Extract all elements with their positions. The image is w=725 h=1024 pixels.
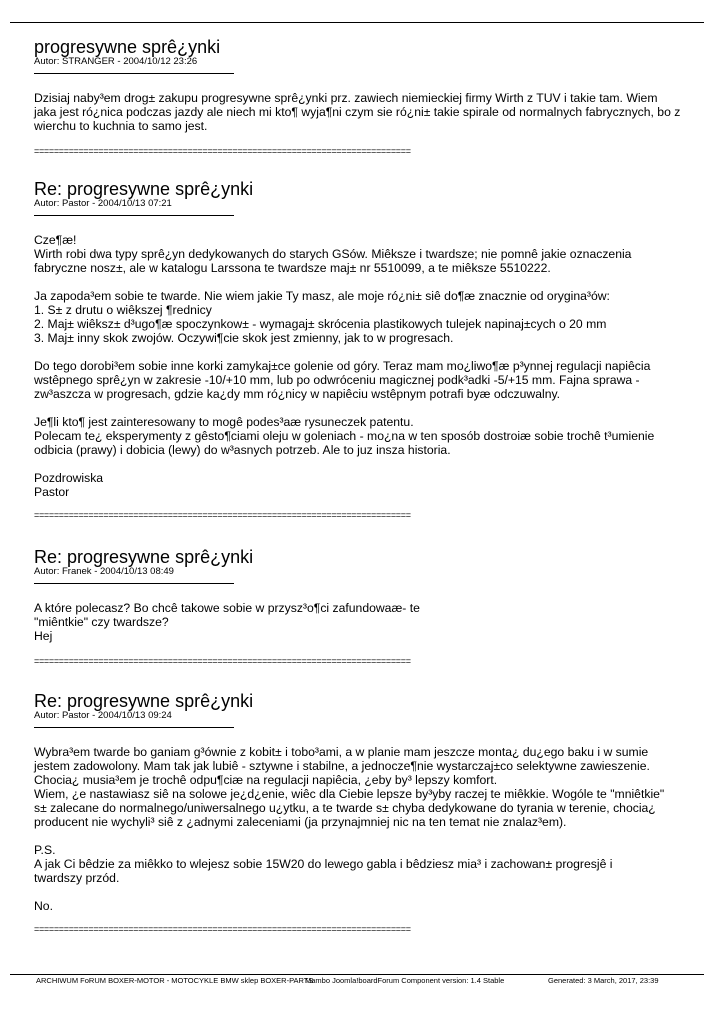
post-author: Autor: STRANGER - 2004/10/12 23:26 [34,56,198,67]
header-rule [10,22,704,23]
post [34,548,694,666]
post-author: Autor: Franek - 2004/10/13 08:49 [34,566,174,577]
post-author: Autor: Pastor - 2004/10/13 07:21 [34,198,172,209]
post-title: Re: progresywne sprê¿ynki [34,179,254,199]
post-author: Autor: Pastor - 2004/10/13 09:24 [34,710,172,721]
post-separator: ============================================================================ [34,656,411,666]
post-separator: ============================================================================ [34,924,411,934]
post-title: Re: progresywne sprê¿ynki [34,547,254,567]
post [34,692,694,934]
post [34,38,694,156]
title-underline [34,583,234,584]
post-separator: ============================================================================ [34,510,411,520]
title-underline [34,727,234,728]
title-underline [34,73,234,74]
post-body: Dzisiaj naby³em drog± zakupu progresywne sprê¿ynki prz. zawiech niemieckiej firmy Wirth z TUV i takie tam. Wiem jaka jest ró¿nica podczas jazdy ale niech mi kto¶ wyja¶ni czym sie ró¿ni± takie spirale od normalnych fabrycznych, bo z wierchu to kuchnia to samo jest. [34,91,681,133]
post-title: Re: progresywne sprê¿ynki [34,691,254,711]
post-separator: ============================================================================ [34,146,411,156]
post-body: A które polecasz? Bo chcê takowe sobie w przysz³o¶ci zafundowaæ- te "miêntkie" czy twardsze? Hej [34,601,420,643]
footer-site-name: ARCHIWUM FoRUM BOXER-MOTOR - MOTOCYKLE BMW sklep BOXER-PARTS [36,976,314,985]
post-body: Cze¶æ! Wirth robi dwa typy sprê¿yn dedykowanych do starych GSów. Miêksze i twardsze; nie pomnê jakie oznaczenia fabryczne nosz±, ale w katalogu Larssona te twardsze maj± nr 5510099, a te miêksze 5510222. Ja zapoda³em sobie te twarde. Nie wiem jakie Ty masz, ale moje ró¿ni± siê do¶æ znacznie od orygina³ów: 1. S± z drutu o wiêkszej ¶rednicy 2. Maj± wiêksz± d³ugo¶æ spoczynkow± - wymagaj± skrócenia plastikowych tulejek napinaj±cych o 20 mm 3. Maj± inny skok zwojów. Oczywi¶cie skok jest zmienny, jak to w progresach. Do tego dorobi³em sobie inne korki zamykaj±ce golenie od góry. Teraz mam mo¿liwo¶æ p³ynnej regulacji napiêcia wstêpnego sprê¿yn w zakresie -10/+10 mm, lub po odwróceniu magicznej podk³adki -5/+15 mm. Fajna sprawa - zw³aszcza w progresach, gdzie ka¿dy mm ró¿nicy w napiêciu wstêpnym potrafi byæ odczuwalny. Je¶li kto¶ jest zainteresowany to mogê podes³aæ rysuneczek patentu. Polecam te¿ eksperymenty z gêsto¶ciami oleju w goleniach - mo¿na w ten sposób dostroiæ sobie trochê t³umienie odbicia (prawy) i dobicia (lewy) do w³asnych potrzeb. Ale to juz insza historia. Pozdrowiska Pastor [34,233,655,499]
footer-component-version: Mambo Joomla!boardForum Component version: 1.4 Stable [305,976,505,985]
footer-generated-date: Generated: 3 March, 2017, 23:39 [548,976,659,985]
post-body: Wybra³em twarde bo ganiam g³ównie z kobit± i tobo³ami, a w planie mam jeszcze monta¿ du¿ego baku i w sumie jestem zadowolony. Mam tak jak lubiê - sztywne i stabilne, a jednocze¶nie wystarczaj±co selektywne zawieszenie. Chocia¿ musia³em je trochê odpu¶ciæ na regulacji napiêcia, ¿eby by³ lepszy komfort. Wiem, ¿e nastawiasz siê na solowe je¿d¿enie, wiêc dla Ciebie lepsze by³yby raczej te miêkkie. Wogóle te "mniêtkie" s± zalecane do normalnego/uniwersalnego u¿ytku, a te twarde s± chyba dedykowane do tyrania w terenie, chocia¿ producent nie wychyli³ siê z ¿adnymi zaleceniami (ja przynajmniej nic na ten temat nie znalaz³em). P.S. A jak Ci bêdzie za miêkko to wlejesz sobie 15W20 do lewego gabla i bêdziesz mia³ i zachowan± progresjê i twardszy przód. No. [34,745,665,913]
post-title: progresywne sprê¿ynki [34,37,221,57]
post [34,180,694,520]
title-underline [34,215,234,216]
footer-rule [10,974,704,975]
